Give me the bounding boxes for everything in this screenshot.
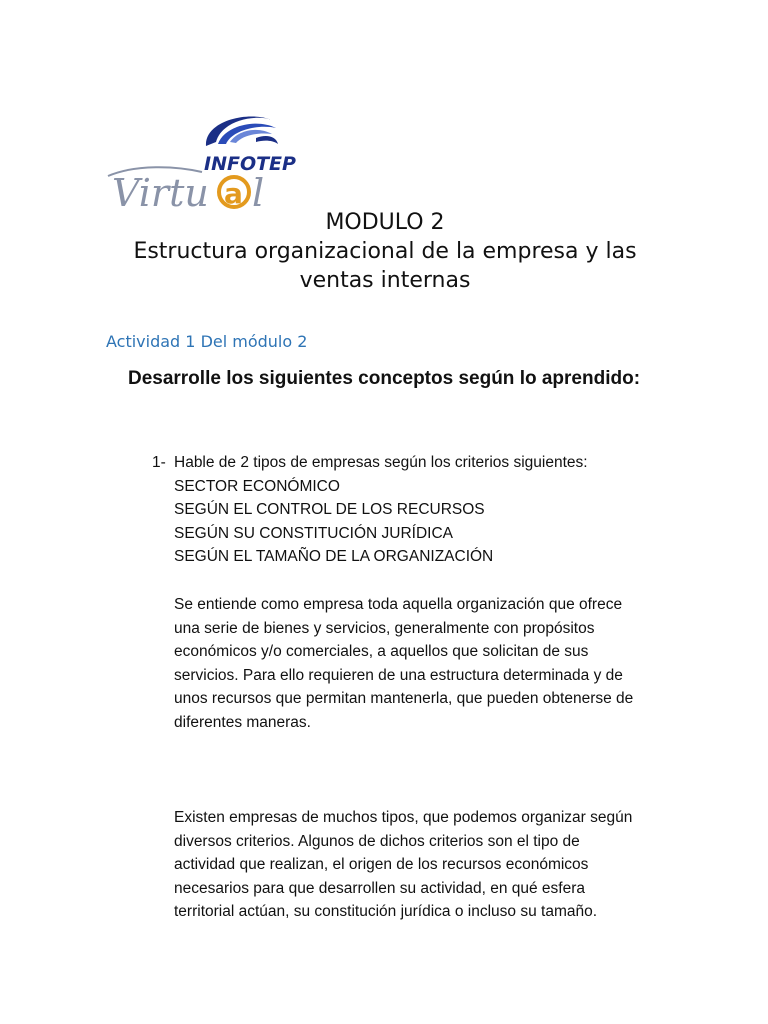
svg-text:a: a (224, 177, 243, 210)
instruction-heading: Desarrolle los siguientes conceptos según lo aprendido: (127, 368, 641, 389)
criteria-item: SEGÚN EL TAMAÑO DE LA ORGANIZACIÓN (174, 548, 494, 565)
svg-text:l: l (252, 171, 265, 215)
paragraph-line: actividad que realizan, el origen de los recursos económicos (174, 856, 589, 873)
module-subtitle-line-1: Estructura organizacional de la empresa y las (133, 239, 637, 264)
paragraph-line: económicos y/o comerciales, a aquellos que solicitan de sus (174, 643, 589, 660)
list-number: 1- (152, 454, 166, 471)
paragraph-line: Existen empresas de muchos tipos, que podemos organizar según (174, 809, 633, 826)
logo-script: Virtu (112, 171, 209, 215)
paragraph-line: una serie de bienes y servicios, generalmente con propósitos (174, 619, 595, 637)
paragraph-line: diferentes maneras. (174, 713, 311, 731)
criteria-item: SEGÚN SU CONSTITUCIÓN JURÍDICA (174, 524, 454, 542)
paragraph-line: Se entiende como empresa toda aquella organización que ofrece (174, 596, 623, 613)
infotep-virtual-logo (106, 108, 296, 216)
module-subtitle-line-2: ventas internas (299, 268, 471, 293)
logo-word: INFOTEP (204, 153, 296, 175)
question-criteria (174, 451, 588, 569)
paragraph-line: servicios. Para ello requieren de una estructura determinada y de (174, 666, 623, 684)
paragraph-2 (174, 806, 674, 924)
paragraph-line: necesarios para que desarrollen su actividad, en qué esfera (174, 879, 586, 897)
document-title (90, 208, 680, 295)
paragraph-1 (174, 593, 674, 734)
criteria-item: SECTOR ECONÓMICO (174, 477, 340, 495)
paragraph-line: diversos criterios. Algunos de dichos criterios son el tipo de (174, 832, 580, 850)
criteria-item: SEGÚN EL CONTROL DE LOS RECURSOS (174, 501, 485, 518)
module-title: MODULO 2 (325, 210, 445, 235)
question-intro: Hable de 2 tipos de empresas según los criterios siguientes: (174, 454, 588, 471)
paragraph-line: territorial actúan, su constitución jurídica o incluso su tamaño. (174, 903, 598, 920)
activity-heading: Actividad 1 Del módulo 2 (106, 332, 308, 351)
paragraph-line: unos recursos que permitan mantenerla, que pueden obtenerse de (174, 690, 634, 707)
